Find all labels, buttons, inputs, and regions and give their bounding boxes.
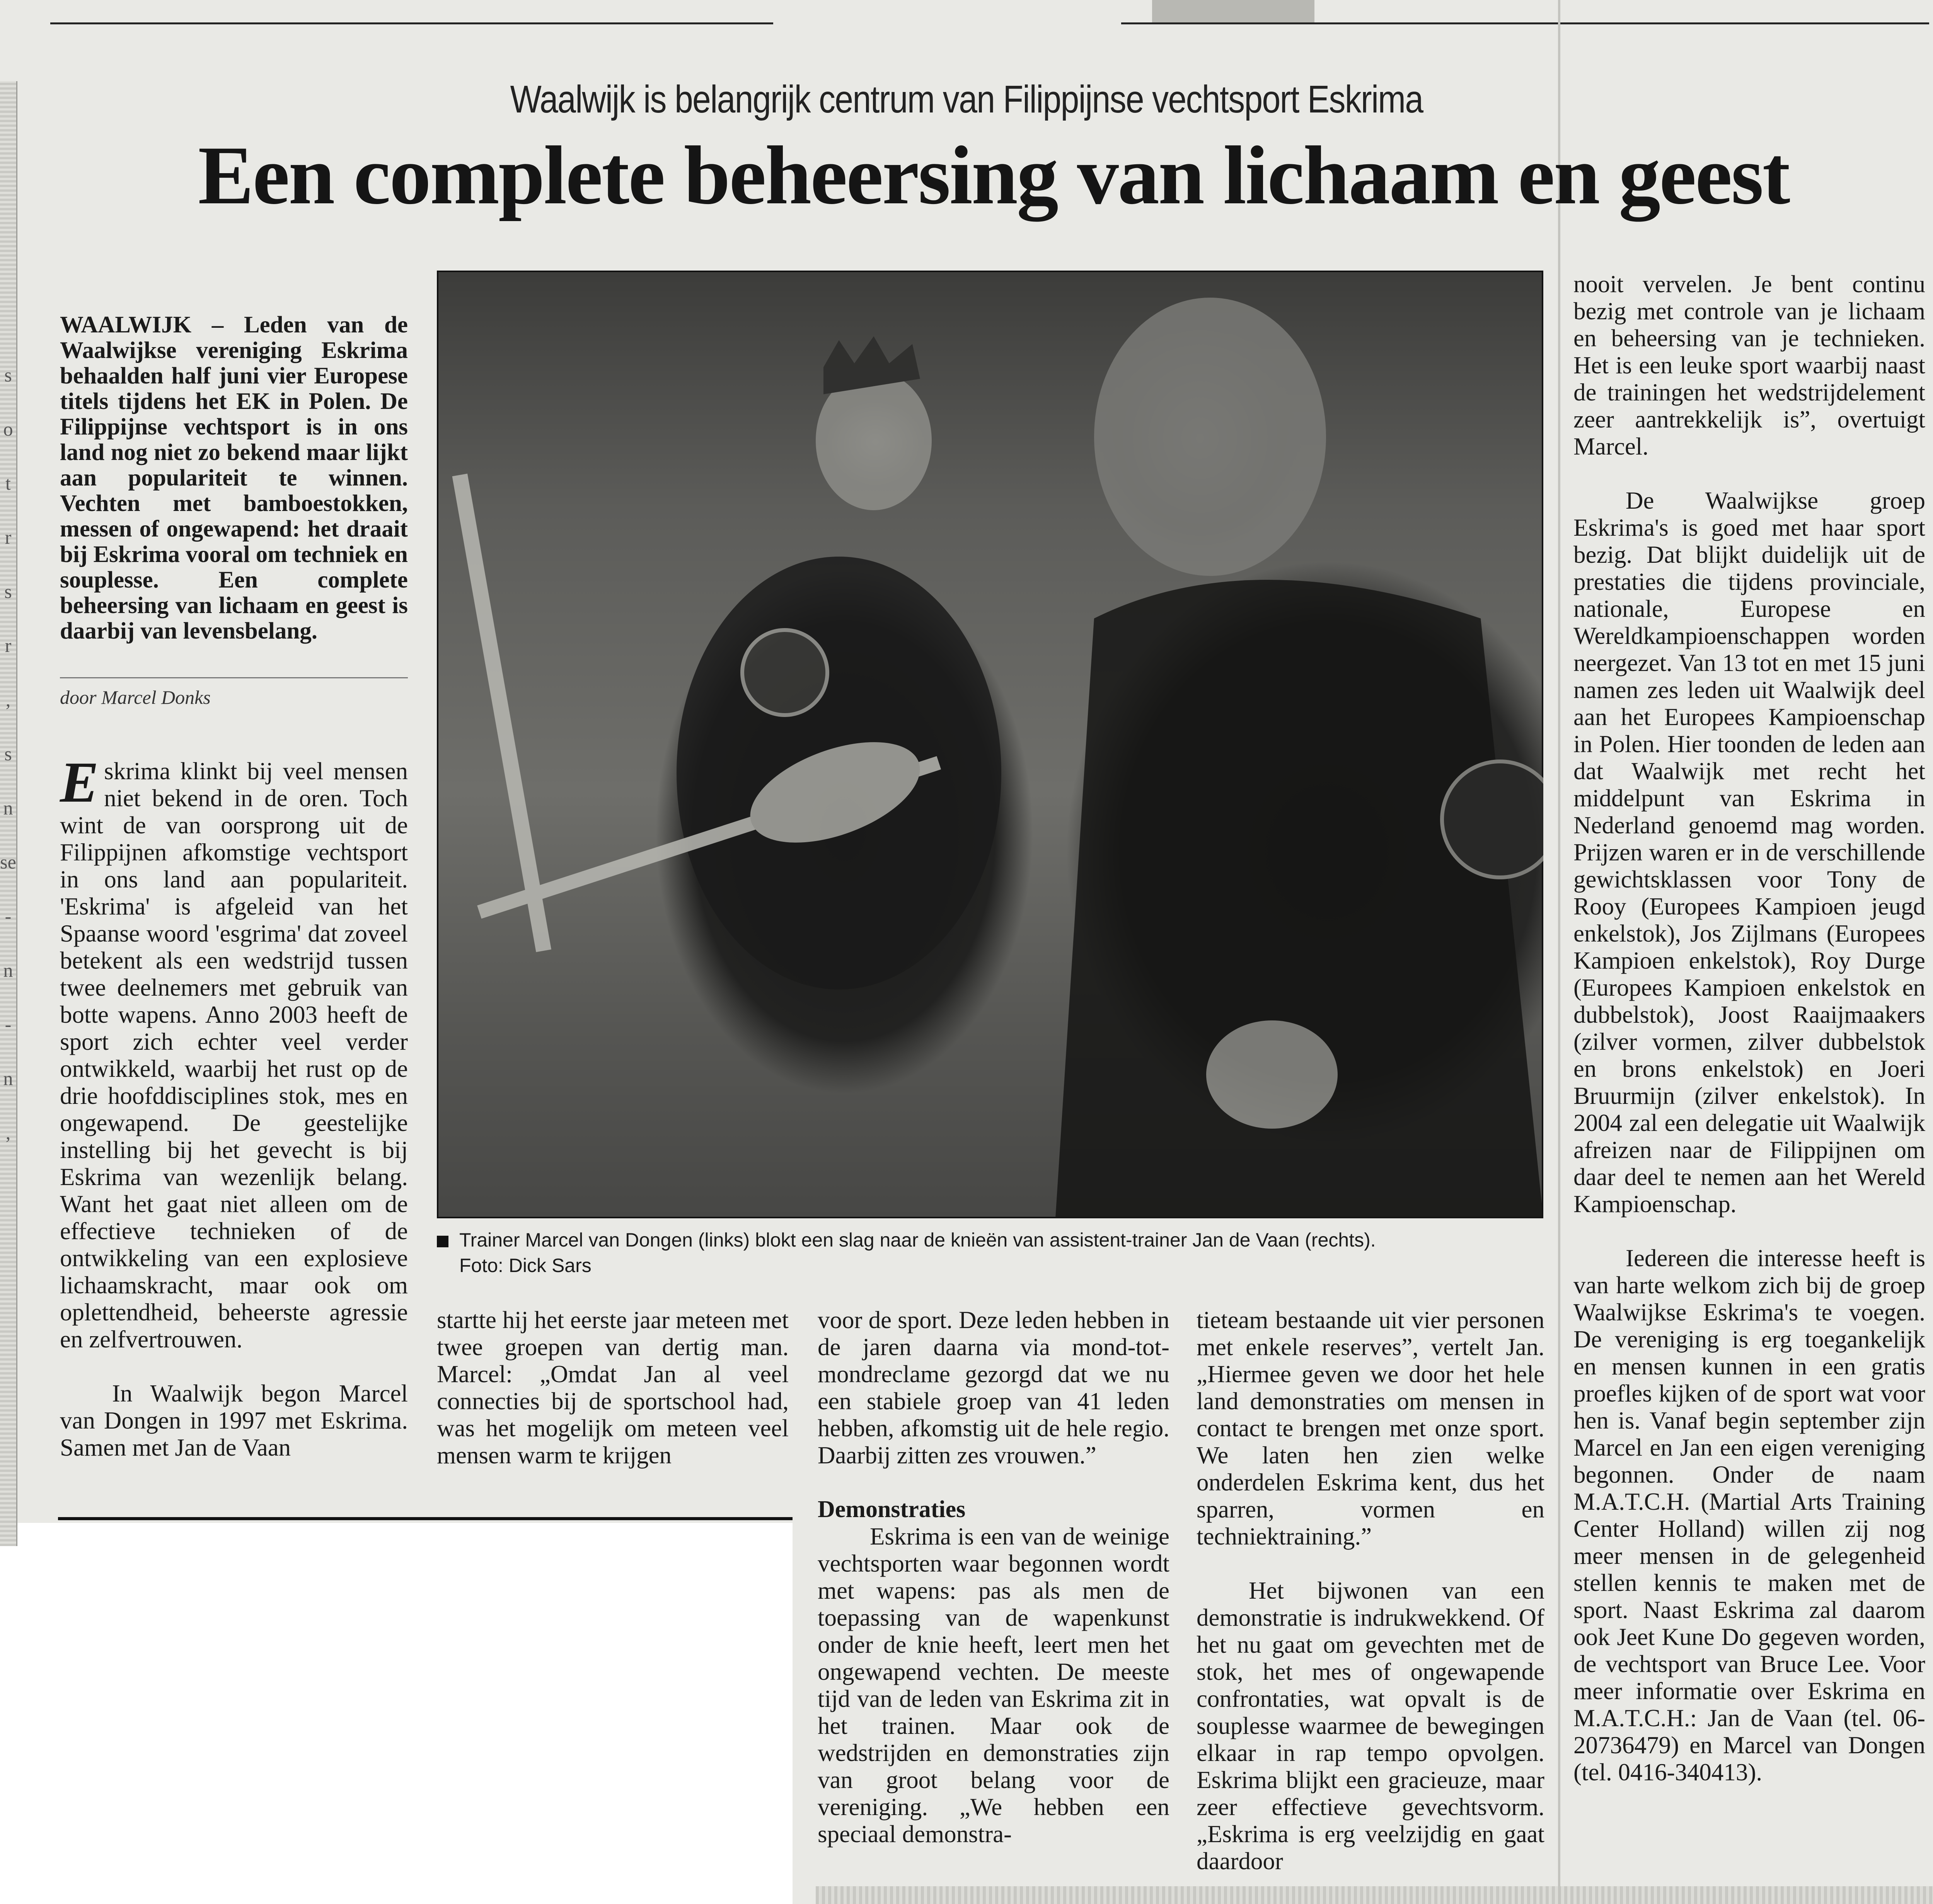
article-byline: door Marcel Donks (60, 686, 211, 708)
column-5-paragraph-3: Iedereen die interesse heeft is van harte welkom zich bij de groep Waalwijkse Eskrima's te voegen. De vereniging is erg toegankelijk en mensen kunnen in een gratis proefles kijken of de sport wat voor hen is. Vanaf begin september zijn Marcel en Jan een eigen vereniging begonnen. Onder de naam M.A.T.C.H. (Martial Arts Training Center Holland) willen zij nog meer mensen in de gelegenheid stellen kennis te maken met de sport. Naast Eskrima zal daarom ook Jeet Kune Do gegeven worden, de vechtsport van Bruce Lee. Voor meer informatie over Eskrima en M.A.T.C.H.: Jan de Vaan (tel. 06-20736479) en Marcel van Dongen (tel. 0416-340413). (1573, 1245, 1925, 1786)
column-4-paragraph-2: Het bijwonen van een demonstratie is indrukwekkend. Of het nu gaat om gevechten met de stok, het mes of ongewapende confrontaties, wat opvalt is de souplesse waarmee de bewegingen elkaar in rap tempo opvolgen. Eskrima blijkt een gracieuze, maar zeer effectieve gevechtsvorm. „Eskrima is erg veelzijdig en gaat daardoor (1197, 1577, 1544, 1875)
bottom-rule (58, 1517, 793, 1520)
column-4-paragraph-1: tieteam bestaande uit vier personen met enkele reserves”, vertelt Jan. „Hiermee geven we door het hele land demonstraties om mensen in contact te brengen met onze sport. We laten hen zien welke onderdelen Eskrima kent, dus het sparren, vormen en techniektraining.” (1197, 1306, 1544, 1550)
column-1-paragraph-2: In Waalwijk begon Marcel van Dongen in 1997 met Eskrima. Samen met Jan de Vaan (60, 1380, 408, 1461)
article-headline: Een complete beheersing van lichaam en geest (198, 129, 1789, 221)
bottom-edge-strip (816, 1886, 1933, 1904)
column-1-paragraph-1: skrima klinkt bij veel mensen niet bekend in de oren. Toch wint de van oorsprong uit de Filippijnen afkomstige vechtsport in ons land aan populariteit. 'Eskrima' is afgeleid van het Spaanse woord 'esgrima' dat zoveel betekent als een wedstrijd tussen twee deelnemers met gebruik van botte wapens. Anno 2003 heeft de sport zich echter veel verder ontwikkeld, waarbij het rust op de drie hoofddisciplines stok, mes en ongewapend. De geestelijke instelling bij het gevecht is bij Eskrima van wezenlijk belang. Want het gaat niet alleen om de effectieve technieken of de ontwikkeling van een explosieve lichaamskracht, maar ook om oplettendheid, beheerste agressie en zelfvertrouwen. (60, 758, 408, 1353)
caption-text: Trainer Marcel van Dongen (links) blokt een slag naar de knieën van assistent-trainer Jan de Vaan (rechts). (459, 1229, 1376, 1251)
photo-credit: Foto: Dick Sars (459, 1255, 591, 1276)
photo-caption (437, 1227, 1543, 1278)
column-1 (60, 750, 408, 1461)
drop-cap: E (60, 750, 99, 814)
column-4 (1197, 1306, 1544, 1875)
top-rule-left (50, 22, 773, 24)
column-2 (437, 1306, 789, 1469)
article-lead: WAALWIJK – Leden van de Waalwijkse vereniging Eskrima behaalden half juni vier Europese titels tijdens het EK in Polen. De Filippijnse vechtsport is in ons land nog niet zo bekend maar lijkt aan populariteit te winnen. Vechten met bamboestokken, messen of ongewapend: het draait bij Eskrima vooral om techniek en souplesse. Een complete beheersing van lichaam en geest is daarbij van levensbelang. (60, 312, 408, 644)
column-3 (818, 1306, 1169, 1848)
column-3-paragraph-2: Eskrima is een van de weinige vechtsporten waar begonnen wordt met wapens: pas als men de toepassing van de wapenkunst onder de knie heeft, leert men het ongewapend vechten. De meeste tijd van de leden van Eskrima zit in het trainen. Maar ook de wedstrijden en demonstraties zijn van groot belang voor de vereniging. „We hebben een speciaal demonstra- (818, 1523, 1169, 1848)
left-edge-letters: s o t r s r , s n se - n - n , (0, 364, 16, 1143)
article-kicker: Waalwijk is belangrijk centrum van Filippijnse vechtsport Eskrima (510, 78, 1423, 121)
column-5-paragraph-1: nooit vervelen. Je bent continu bezig met controle van je lichaam en beheersing van je technieken. Het is een leuke sport waarbij naast de trainingen het wedstrijdelement zeer aantrekkelijk is”, overtuigt Marcel. (1573, 271, 1925, 460)
column-5-paragraph-2: De Waalwijkse groep Eskrima's is goed met haar sport bezig. Dat blijkt duidelijk uit de prestaties die tijdens provinciale, nationale, Europese en Wereldkampioenschappen worden neergezet. Van 13 tot en met 15 juni namen zes leden uit Waalwijk deel aan het Europees Kampioenschap in Polen. Hier toonden de leden aan dat Waalwijk met recht het middelpunt van Eskrima in Nederland genoemd mag worden. Prijzen waren er in de verschillende gewichtsklassen voor Tony de Rooy (Europees Kampioen jeugd enkelstok), Jos Zijlmans (Europees Kampioen enkelstok), Roy Durge (Europees Kampioen enkelstok en dubbelstok), Joost Raaijmaakers (zilver vormen, zilver dubbelstok en brons enkelstok) en Joeri Bruurmijn (zilver enkelstok). In 2004 zal een delegatie uit Waalwijk afreizen naar de Filippijnen om daar deel te nemen aan het Wereld Kampioenschap. (1573, 487, 1925, 1218)
caption-bullet (437, 1236, 448, 1247)
byline-rule (60, 677, 408, 678)
masthead-shade (1152, 0, 1314, 22)
top-rule-right (1121, 22, 1929, 24)
subheading-demonstraties: Demonstraties (818, 1496, 966, 1523)
column-3-paragraph-1: voor de sport. Deze leden hebben in de jaren daarna via mond-tot-mondreclame gezorgd dat we nu een stabiele groep van 41 leden hebben, afkomstig uit de hele regio. Daarbij zitten zes vrouwen.” (818, 1306, 1169, 1469)
photo-illustration (437, 271, 1543, 1218)
column-2-paragraph-1: startte hij het eerste jaar meteen met twee groepen van dertig man. Marcel: „Omdat Jan al veel connecties bij de sportschool had, was het mogelijk om meteen veel mensen warm te krijgen (437, 1306, 789, 1469)
column-5 (1573, 271, 1925, 1786)
paper-fold (1558, 0, 1560, 1904)
